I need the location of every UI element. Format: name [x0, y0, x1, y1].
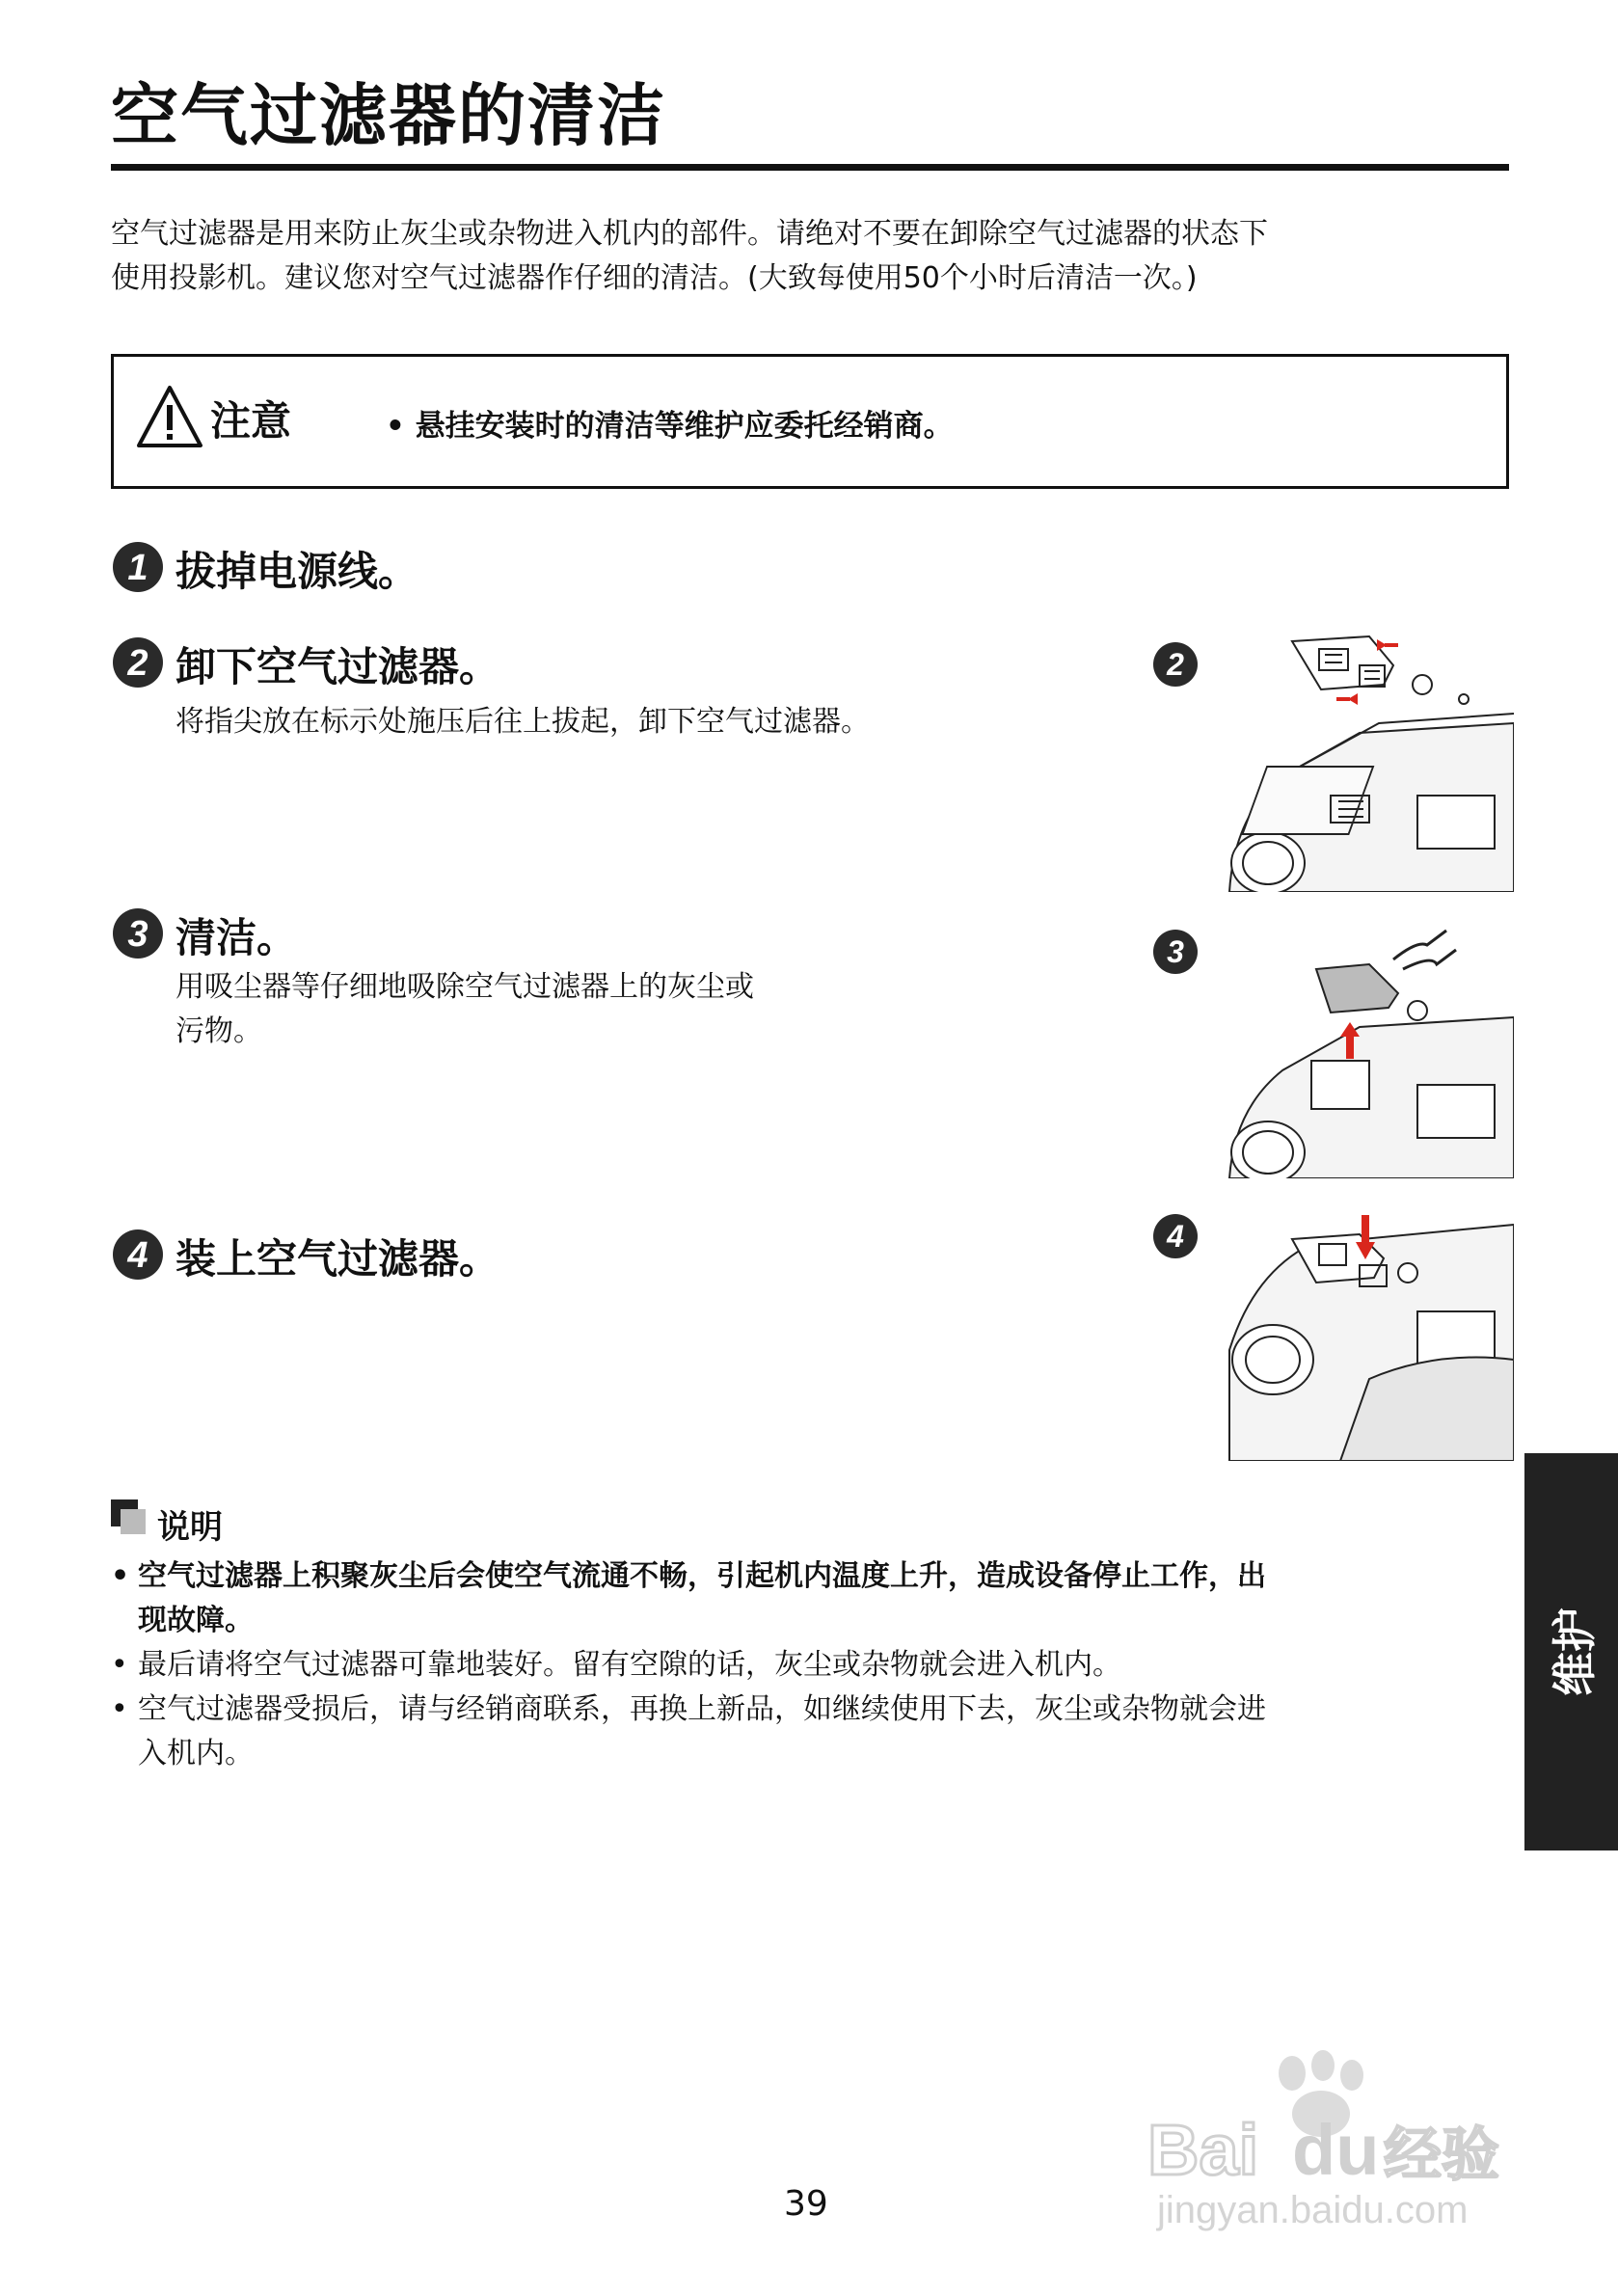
intro-paragraph	[111, 212, 1509, 301]
figure-4-install-filter-illustration	[1225, 1205, 1514, 1461]
note-3-line-2: 入机内。	[138, 1737, 254, 1770]
step-3-desc	[175, 965, 754, 1054]
side-tab-label: 维护	[1548, 1607, 1601, 1696]
note-bullet: •	[111, 1559, 130, 1593]
figure-4-badge-icon	[1151, 1212, 1200, 1260]
intro-line-2: 使用投影机。建议您对空气过滤器作仔细的清洁。(大致每使用50个小时后清洁一次。)	[111, 261, 1198, 295]
note-item	[111, 1554, 1519, 1643]
step-4-badge-icon	[111, 1228, 165, 1282]
step-2-desc-line-1: 将指尖放在标示处施压后往上拔起，卸下空气过滤器。	[175, 705, 870, 739]
note-2-line-1: 最后请将空气过滤器可靠地装好。留有空隙的话，灰尘或杂物就会进入机内。	[138, 1648, 1121, 1682]
note-1-line-2: 现故障。	[138, 1604, 254, 1637]
page-title: 空气过滤器的清洁	[111, 76, 666, 155]
notes-list	[111, 1554, 1519, 1776]
caution-box	[111, 354, 1509, 489]
intro-line-1: 空气过滤器是用来防止灰尘或杂物进入机内的部件。请绝对不要在卸除空气过滤器的状态下	[111, 217, 1268, 251]
figure-3-cleaning-illustration	[1225, 926, 1514, 1178]
watermark-url: jingyan.baidu.com	[1157, 2189, 1469, 2231]
figure-2-number: 2	[1167, 647, 1184, 682]
figure-3-badge-icon	[1151, 928, 1200, 976]
figure-3-number: 3	[1167, 934, 1184, 969]
step-2-badge-icon	[111, 635, 165, 689]
baidu-watermark-logo	[1147, 2044, 1533, 2237]
note-item	[111, 1688, 1519, 1776]
page-number: 39	[784, 2184, 828, 2224]
caution-bullet: •	[386, 409, 405, 444]
step-3-title: 清洁。	[175, 914, 298, 961]
step-2-desc	[175, 700, 870, 744]
section-side-tab	[1524, 1453, 1618, 1850]
step-1-number: 1	[127, 548, 148, 588]
figure-2-remove-filter-illustration	[1225, 632, 1514, 892]
notes-title: 说明	[157, 1508, 223, 1547]
note-1-line-1: 空气过滤器上积聚灰尘后会使空气流通不畅，引起机内温度上升，造成设备停止工作，出	[138, 1559, 1266, 1593]
watermark-brand-2: du	[1292, 2110, 1380, 2190]
warning-triangle-icon	[135, 384, 204, 449]
note-bullet: •	[111, 1648, 128, 1682]
step-2-number: 2	[127, 643, 148, 684]
figure-4-number: 4	[1167, 1219, 1184, 1254]
caution-title: 注意	[210, 397, 292, 445]
figure-2-badge-icon	[1151, 640, 1200, 689]
step-1-badge-icon	[111, 540, 165, 594]
watermark-brand-cn: 经验	[1384, 2122, 1499, 2187]
note-3-line-1: 空气过滤器受损后，请与经销商联系，再换上新品，如继续使用下去，灰尘或杂物就会进	[138, 1692, 1266, 1726]
step-2-title: 卸下空气过滤器。	[175, 643, 500, 690]
caution-message: 悬挂安装时的清洁等维护应委托经销商。	[415, 409, 954, 444]
title-underline	[111, 164, 1509, 171]
step-3-number: 3	[127, 914, 148, 955]
note-bullet: •	[111, 1692, 128, 1726]
step-3-desc-line-2: 污物。	[175, 1014, 262, 1048]
step-3-badge-icon	[111, 906, 165, 960]
note-item	[111, 1643, 1519, 1688]
caution-text	[386, 401, 954, 445]
step-1-title: 拔掉电源线。	[175, 548, 419, 595]
step-3-desc-line-1: 用吸尘器等仔细地吸除空气过滤器上的灰尘或	[175, 970, 754, 1004]
step-4-title: 装上空气过滤器。	[175, 1235, 500, 1283]
note-square-icon	[111, 1499, 146, 1534]
watermark-brand: Bai	[1147, 2110, 1259, 2190]
step-4-number: 4	[127, 1235, 148, 1276]
